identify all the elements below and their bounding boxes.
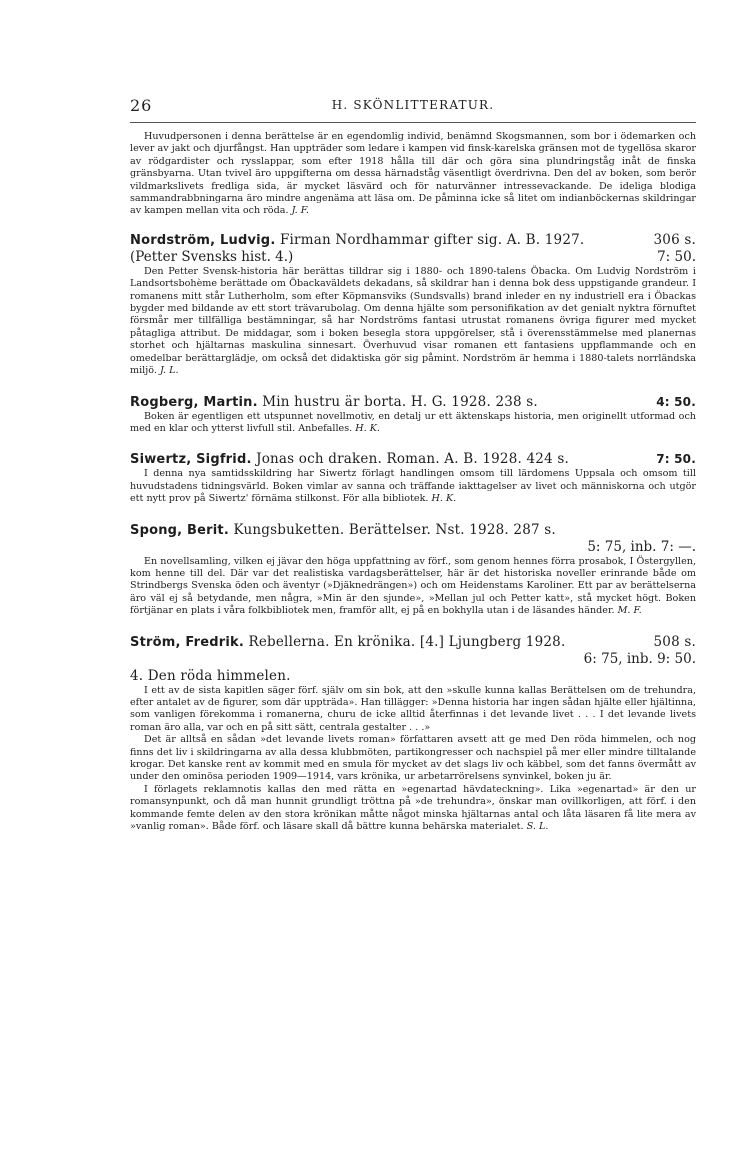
page-number: 26: [130, 96, 153, 115]
entry-author: Ström, Fredrik.: [130, 634, 244, 650]
entry-series: (Petter Svensks hist. 4.): [130, 248, 294, 265]
entry-publisher: A. B. 1927.: [506, 231, 585, 248]
entry-title: Jonas och draken.: [256, 451, 382, 468]
entry-signature: S. L.: [526, 821, 549, 833]
entry-review-paragraph: I ett av de sista kapitlen säger förf. själv om sin bok, att den »skulle kunna kallas Berättelsen om de trehundra, efter antalet av de figurer, som där uppträda». Han tillägger: »Denna historia har ingen sådan hjälte eller hjältinna, som vanligen förekomma i romanerna, churu de icke alltid återfinnas i det levande livet . . . I det levande livets roman äro alla, var och en på sitt sätt, centrala gestalter . . .»: [130, 684, 696, 733]
intro-review-text: Huvudpersonen i denna berättelse är en egendomlig individ, benämnd Skogsmannen, som bor i ödemarken och lever av jakt och djurfångst. Han uppträder som ledare i kampen vid finsk-karelska gränsen mot de tygellösa skaror av rödgardister och rysslappar, som efter 1918 hålla till där och göra sina plundringståg inåt de finska gränsbyarna. Utan tvivel äro uppgifterna om dessa härnadståg väsentligt överdrivna. Den del av boken, som berör vildmarkslivets fredliga sida, är mycket läsvärd och för naturvänner intressevackande. De ideliga blodiga sammandrabbningarna äro mindre angenäma att läsa om. De påminna icke så litet om indianböckernas skildringar av kampen mellan vita och röda.: [130, 131, 696, 217]
intro-review: [130, 131, 696, 218]
entry-pages: 306 s.: [653, 231, 696, 248]
entry-title: Firman Nordhammar gifter sig.: [279, 231, 503, 248]
entry-title: Min hustru är borta.: [262, 393, 407, 410]
page: [130, 96, 696, 833]
entry-spong: [130, 522, 696, 618]
entry-pages: 287 s.: [513, 521, 556, 538]
entry-review-paragraph: Det är alltså en sådan »det levande livets roman» författaren avsett att ge med Den röda himmelen, och nog finns det liv i skildringarna av alla dessa klubbmöten, partikongresser och nachspiel på mer eller mindre tilltalande krogar. Det kanske rent av kommit med en smula för mycket av det slags liv och käbbel, som det fanns övermått av under den ominösa perioden 1909—1914, vars krönika, ur arbetarrörelsens synvinkel, boken ju är.: [130, 734, 696, 783]
entry-author: Spong, Berit.: [130, 522, 229, 538]
entry-line2: [130, 539, 696, 556]
entry-price: 5: 75, inb. 7: —.: [587, 538, 696, 555]
entry-signature: H. K.: [431, 493, 457, 505]
entry-review: [130, 266, 696, 378]
entry-signature: M. F.: [617, 605, 642, 617]
entry-review-text: Den Petter Svensk-historia här berättas tilldrar sig i 1880- och 1890-talens Öbacka. Om Ludvig Nordström i Landsortsbohème berättade om Öbackaväldets dekadans, så skildrar han i denna bok dess uppstigande grandeur. I romanens mitt står Lutherholm, som efter Köpmansviks (Sundsvalls) brand inleder en ny industriell era i Öbackas bygder med bildande av ett stort trävarubolag. Om denna hjälte som personifikation av det genialt nyktra förnuftet försmår mer tillfälliga bestämningar, så har Nordströms fantasi utrustat romanens övriga figurer med mycket påtagliga attribut. De middagar, som i boken besegla stora uppgörelser, stå i överensstämmelse med planernas storhet och hjältarnas maskulina sinnesart. Överhuvud visar romanen ett fantasiens uppflammande och en omedelbar berättarglädje, om också det didaktiska gör sig påmint. Nordström är hemma i 1880-talets norrländska miljö.: [130, 265, 696, 377]
intro-signature: J. F.: [291, 205, 309, 217]
entry-publisher: H. G. 1928.: [410, 393, 491, 410]
entry-review-paragraph: [130, 784, 696, 834]
entry-author: Rogberg, Martin.: [130, 394, 258, 410]
entry-price: 4: 50.: [656, 394, 696, 409]
entry-review: [130, 556, 696, 618]
entry-title: Kungsbuketten.: [233, 521, 345, 538]
entry-signature: H. K.: [355, 422, 380, 434]
entry-strom: [130, 634, 696, 834]
entry-publisher: Berättelser. Nst. 1928.: [348, 521, 509, 538]
entry-rogberg: [130, 394, 696, 436]
entry-nordstrom: [130, 232, 696, 378]
entry-series: 4. Den röda himmelen.: [130, 667, 291, 684]
entry-price: 6: 75, inb. 9: 50.: [583, 650, 696, 667]
running-head: [130, 96, 696, 116]
entry-siwertz: [130, 451, 696, 505]
entry-publisher: Roman. A. B. 1928.: [386, 451, 522, 468]
entry-signature: J. L.: [159, 365, 179, 377]
entry-author: Nordström, Ludvig.: [130, 232, 276, 248]
entry-pages: 424 s.: [526, 451, 569, 468]
entry-review: [130, 411, 696, 436]
entry-pages: 508 s.: [653, 633, 696, 650]
entry-subtitle: [130, 668, 696, 685]
entry-review-text: I förlagets reklamnotis kallas den med rätta en »egenartad hävdateckning». Lika »egenartad» är den ur romansynpunkt, och då man hunnit grundligt tröttna på »de trehundra», önskar man ovillkorligen, att förf. i den kommande femte delen av den stora krönikan måtte något minska hjältarnas antal och låta läsaren få lite mera av »vanlig roman». Både förf. och läsare skall då bättre kunna behärska materialet.: [130, 783, 696, 833]
entry-heading: [130, 634, 696, 651]
entry-heading: [130, 522, 696, 539]
header-rule: [130, 122, 696, 123]
entry-heading: [130, 394, 696, 411]
entry-heading: [130, 232, 696, 249]
entry-title: Rebellerna. En krönika. [4.]: [248, 633, 445, 650]
entry-line2: [130, 249, 696, 266]
entry-author: Siwertz, Sigfrid.: [130, 452, 252, 468]
entry-pages: 238 s.: [495, 393, 538, 410]
section-title: H. SKÖNLITTERATUR.: [331, 98, 495, 112]
entry-publisher: Ljungberg 1928.: [448, 633, 566, 650]
entry-review-text: En novellsamling, vilken ej jävar den höga uppfattning av förf., som genom hennes förra prosabok, I Östergyllen, kom henne till del. Där var det realistiska vardagsberättelser, här är det historiska noveller erinrande både om Strindbergs Svenska öden och äventyr (»Djäknedrängen») och om Heidenstams Karoliner. Ett par av berättelserna äro väl ej så betydande, men några, »Min är den sjunde», »Mellan jul och Petter katt», stå mycket högt. Boken förtjänar en plats i våra folkbibliotek men, framför allt, ej på en bokhylla utan i de läsandes händer.: [130, 555, 696, 617]
entry-line2: [130, 651, 696, 668]
entry-review: [130, 468, 696, 505]
entry-heading: [130, 451, 696, 468]
entry-review-text: I denna nya samtidsskildring har Siwertz förlagt handlingen omsom till lärdomens Uppsala och omsom till huvudstadens tidningsvärld. Boken vimlar av sanna och träffande iakttagelser av livet och människorna och utgör ett nytt prov på Siwertz' förnäma stilkonst. För alla bibliotek.: [130, 468, 696, 505]
entry-price: 7: 50.: [656, 452, 696, 467]
entry-review-text: Boken är egentligen ett utspunnet novellmotiv, en detalj ur ett äktenskaps historia, men originellt utformad och med en klar och ytterst livfull stil. Anbefalles.: [130, 410, 696, 434]
entry-price: 7: 50.: [657, 248, 696, 265]
